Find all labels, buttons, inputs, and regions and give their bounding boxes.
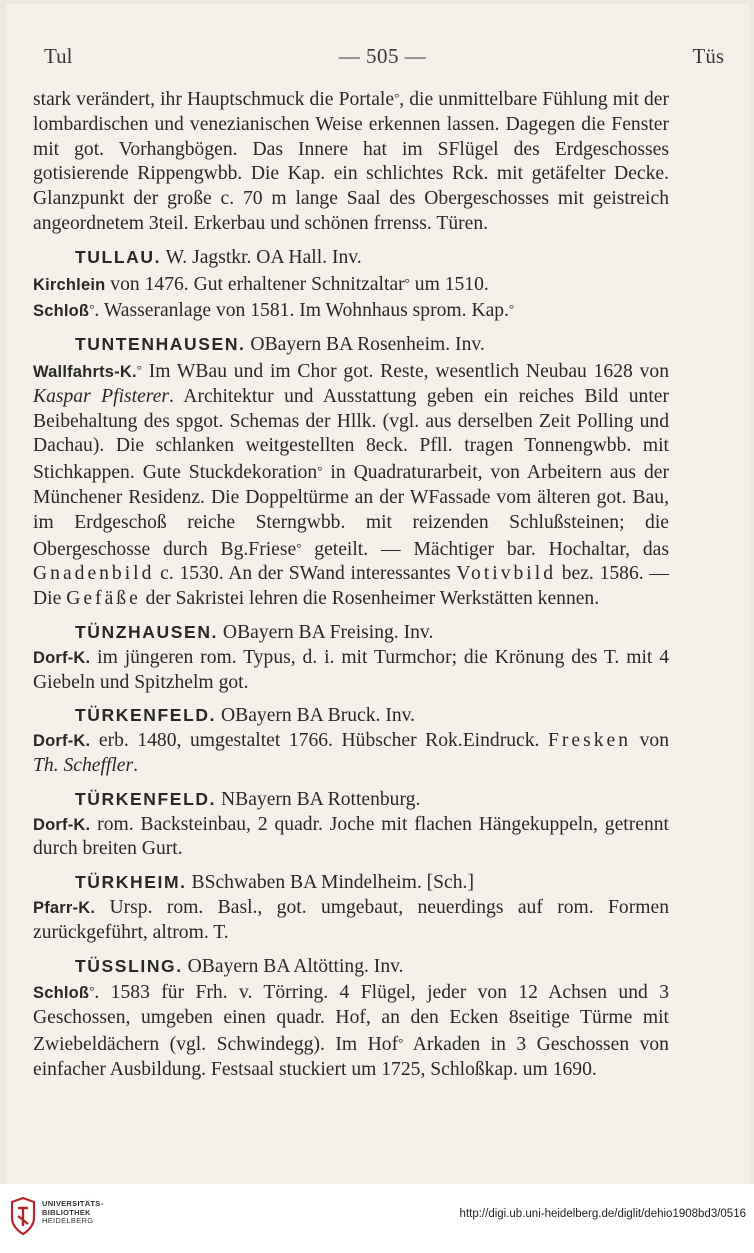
place-location: BSchwaben BA Mindelheim. [Sch.]: [186, 872, 474, 894]
place-name: TÜRKENFELD.: [75, 788, 217, 809]
text-run: um 1510.: [409, 273, 489, 295]
keyword: Dorf-K.: [33, 815, 91, 834]
source-url-link[interactable]: http://digi.ub.uni-heidelberg.de/diglit/dehio1908bd3/0516: [459, 1208, 746, 1220]
place-name: TÜSSLING.: [75, 955, 183, 976]
marker: °: [136, 361, 142, 377]
library-name-line: UNIVERSITÄTS-: [42, 1199, 104, 1208]
keyword: Schloß: [33, 984, 90, 1003]
text-run: , die unmittelbare Fühlung mit der lombardischen und venezianischen Weise erkennen lassen. Dagegen die Fenster mit got. Vorhangbögen. Das Innere hat im SFlügel des Erdgeschosses gotisierende Rippengwbb. Die Kap. ein schlichtes Rck. mit getäfelter Decke. Glanzpunkt der große c. 70 m lange Saal des Obergeschosses mit geistreich angeordnetem 3teil. Erkerbau und schönen frrenss. Türen.: [33, 89, 669, 234]
marker: °: [404, 274, 410, 290]
library-name-line: HEIDELBERG: [42, 1216, 94, 1225]
text-run: .: [133, 754, 139, 776]
marker: °: [89, 301, 95, 317]
entry-tuessling-body: [33, 979, 669, 1082]
keyword: Dorf-K.: [33, 648, 91, 667]
text-run: von 1476. Gut erhaltener Schnitzaltar: [105, 273, 405, 295]
entry-tuenzhausen-heading: [33, 620, 669, 646]
keyword: Pfarr-K.: [33, 898, 96, 917]
keyword: Wallfahrts-K.: [33, 362, 137, 381]
entry-tullau-heading: [33, 245, 669, 271]
entry-tuerkenfeld-2-body: [33, 813, 669, 863]
text-run: . Wasseranlage von 1581. Im Wohnhaus sprom. Kap.: [94, 300, 510, 322]
marker: °: [398, 1034, 404, 1050]
text-run: c. 1530. An der SWand interessantes: [154, 563, 457, 585]
entry-tuerkenfeld-2-heading: [33, 787, 669, 813]
text-run: der Sakristei lehren die Rosenheimer Werkstätten kennen.: [140, 588, 600, 610]
running-head-right: Tüs: [692, 44, 724, 68]
text-run: geteilt. — Mächtiger bar. Hochaltar, das: [301, 538, 669, 560]
paragraph-continuation: [33, 86, 669, 237]
spaced-term: Fresken: [548, 730, 632, 752]
place-location: NBayern BA Rottenburg.: [216, 788, 421, 810]
entry-tullau-body: [33, 271, 669, 325]
entry-tuntenhausen-body: [33, 358, 669, 612]
spaced-term: Votivbild: [456, 563, 556, 585]
running-head-left: Tul: [44, 44, 73, 68]
marker: °: [89, 983, 95, 999]
place-location: W. Jagstkr. OA Hall. Inv.: [161, 246, 362, 268]
keyword: Dorf-K.: [33, 732, 91, 751]
library-footer: [0, 1184, 754, 1253]
marker: °: [317, 463, 323, 479]
body-text: [33, 86, 669, 1082]
keyword: Schloß: [33, 302, 90, 321]
text-run: stark verändert, ihr Hauptschmuck die Portale: [33, 89, 395, 110]
entry-tuenzhausen-body: [33, 646, 669, 696]
library-name-line: BIBLIOTHEK: [42, 1207, 91, 1217]
text-run: . 1583 für Frh. v. Törring. 4 Flügel, jeder von 12 Achsen und 3 Geschossen, umgeben einen quadr. Hof, an den Ecken 8seitige Türme mit Zwiebeldächern (vgl. Schwindegg). Im Hof: [33, 982, 669, 1055]
marker: °: [394, 90, 400, 105]
text-run: Im WBau und im Chor got. Reste, wesentlich Neubau 1628 von: [141, 360, 669, 382]
place-name: TULLAU.: [75, 246, 162, 267]
spaced-term: Gnadenbild: [33, 563, 155, 585]
university-library-logo-icon: [8, 1196, 38, 1236]
page-number: — 505 —: [338, 44, 427, 68]
spaced-term: Gefäße: [66, 588, 141, 610]
text-run: rom. Backsteinbau, 2 quadr. Joche mit flachen Hängekuppeln, getrennt durch breiten Gurt.: [33, 813, 669, 860]
text-run: bez. 1586. — Die: [33, 563, 669, 610]
keyword: Kirchlein: [33, 275, 106, 294]
text-run: im jüngeren rom. Typus, d. i. mit Turmchor; die Krönung des T. mit 4 Giebeln und Spitzhelm got.: [33, 646, 669, 693]
place-name: TÜRKHEIM.: [75, 872, 187, 893]
place-name: TÜRKENFELD.: [75, 705, 217, 726]
text-run: Ursp. rom. Basl., got. umgebaut, neuerdings auf rom. Formen zurückgeführt, altrom. T.: [33, 896, 669, 943]
artist-name: Th. Scheffler: [33, 754, 134, 776]
text-run: erb. 1480, umgestaltet 1766. Hübscher Rok.Eindruck.: [90, 730, 548, 752]
place-name: TUNTENHAUSEN.: [75, 334, 246, 355]
entry-tuerkheim-body: [33, 896, 669, 946]
library-name: [42, 1200, 103, 1226]
place-location: OBayern BA Freising. Inv.: [218, 621, 434, 643]
entry-tuerkenfeld-1-heading: [33, 703, 669, 729]
entry-tuntenhausen-heading: [33, 332, 669, 358]
marker: °: [509, 301, 515, 317]
entry-tuessling-heading: [33, 954, 669, 980]
text-run: Arkaden in 3 Geschossen von einfacher Ausbildung. Festsaal stuckiert um 1725, Schloßkap. um 1690.: [33, 1033, 669, 1080]
entry-tuerkheim-heading: [33, 870, 669, 896]
running-head: [44, 44, 724, 69]
entry-tuerkenfeld-1-body: [33, 729, 669, 779]
place-location: OBayern BA Bruck. Inv.: [216, 705, 416, 727]
marker: °: [296, 539, 302, 555]
place-name: TÜNZHAUSEN.: [75, 621, 219, 642]
text-run: . Architektur und Ausstattung geben ein reiches Bild unter Beibehaltung des spgot. Schemas der Hllk. (vgl. aus derselben Zeit Polling und Dachau). Die schlanken weitgestellten 8eck. Pfll. tragen Tonnengwbb. mit Stichkappen. Gute Stuckdekoration: [33, 385, 669, 484]
place-location: OBayern BA Altötting. Inv.: [182, 955, 404, 977]
text-run: von: [631, 730, 669, 752]
artist-name: Kaspar Pfisterer: [33, 385, 170, 407]
place-location: OBayern BA Rosenheim. Inv.: [245, 334, 485, 356]
text-run: in Quadraturarbeit, von Arbeitern aus der Münchener Residenz. Die Doppeltürme an der WFassade vom älteren got. Bau, im Erdgeschoß reiche Sterngwbb. mit reizenden Schlußsteinen; die Obergeschosse durch Bg.Friese: [33, 462, 669, 560]
